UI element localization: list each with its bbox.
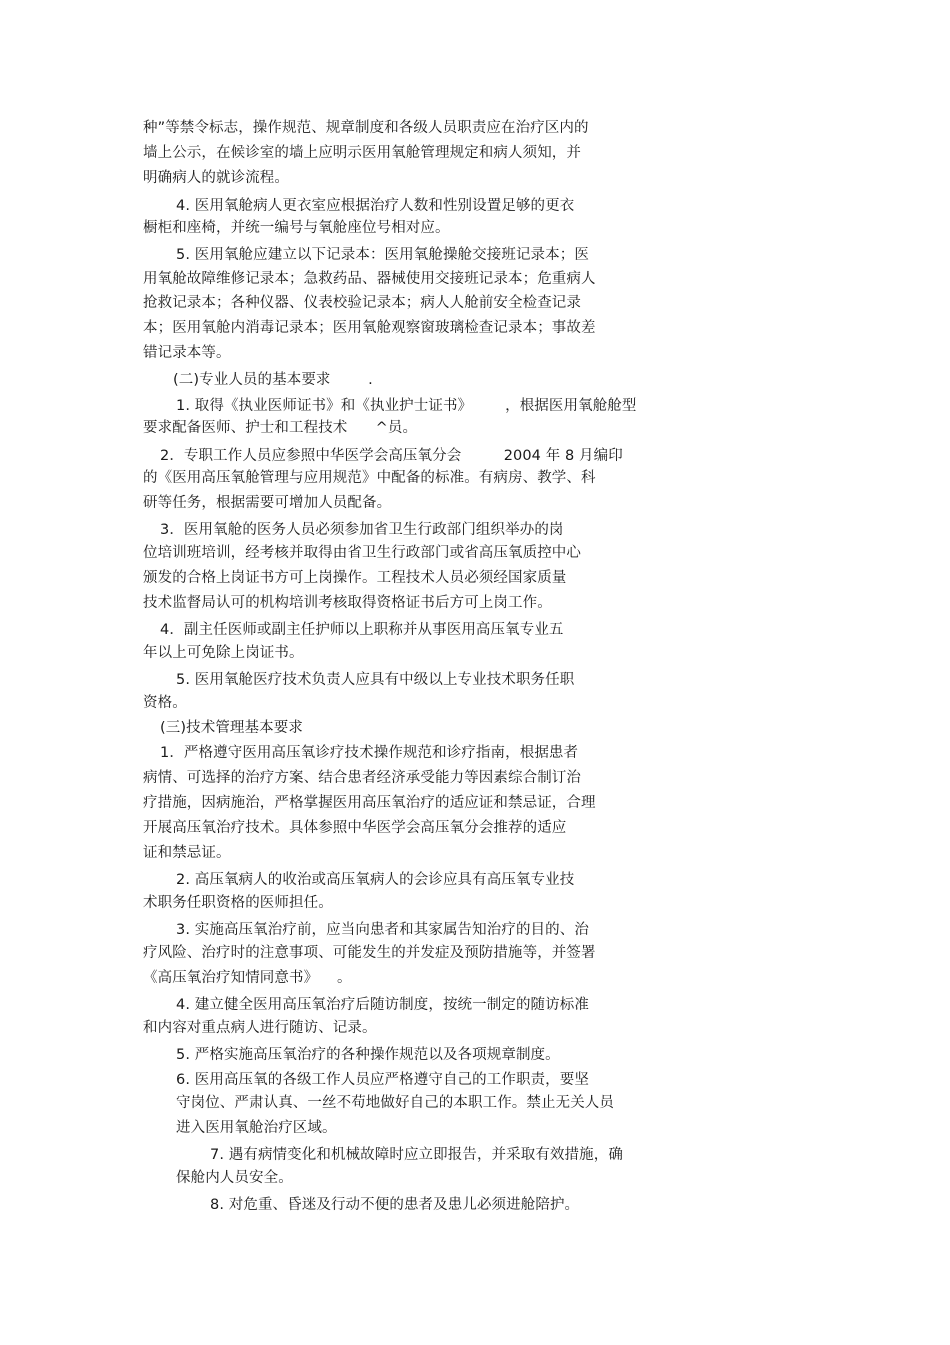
text-line: 疗措施，因病施治，严格掌握医用高压氧治疗的适应证和禁忌证，合理 — [143, 795, 596, 811]
text-line: 抢救记录本；各种仪器、仪表校验记录本；病人人舱前安全检查记录 — [143, 295, 581, 311]
text-line: 本；医用氧舱内消毒记录本；医用氧舱观察窗玻璃检查记录本；事故差 — [143, 320, 596, 336]
text-line: 种”等禁令标志，操作规范、规章制度和各级人员职责应在治疗区内的 — [143, 120, 589, 136]
text-line: 和内容对重点病人进行随访、记录。 — [143, 1020, 377, 1036]
text-line: 开展高压氧治疗技术。具体参照中华医学会高压氧分会推荐的适应 — [143, 820, 567, 836]
text-line: 颁发的合格上岗证书方可上岗操作。工程技术人员必须经国家质量 — [143, 570, 567, 586]
text-line: 的《医用高压氧舱管理与应用规范》中配备的标准。有病房、教学、科 — [143, 470, 596, 486]
text-line: 3．医用氧舱的医务人员必须参加省卫生行政部门组织举办的岗 — [160, 522, 564, 538]
text-line: 术职务任职资格的医师担任。 — [143, 895, 333, 911]
text-line: 墙上公示，在候诊室的墙上应明示医用氧舱管理规定和病人须知，并 — [143, 145, 581, 161]
text-line: 病情、可选择的治疗方案、结合患者经济承受能力等因素综合制订治 — [143, 770, 581, 786]
text-line: 7. 遇有病情变化和机械故障时应立即报告，并采取有效措施，确 — [210, 1147, 623, 1163]
text-line: 橱柜和座椅，并统一编号与氧舱座位号相对应。 — [143, 220, 450, 236]
text-line: 3. 实施高压氧治疗前，应当向患者和其家属告知治疗的目的、治 — [176, 922, 589, 938]
text-line: 4. 建立健全医用高压氧治疗后随访制度，按统一制定的随访标准 — [176, 997, 589, 1013]
text-line: 4. 医用氧舱病人更衣室应根据治疗人数和性别设置足够的更衣 — [176, 198, 575, 214]
text-line: 疗风险、治疗时的注意事项、可能发生的并发症及预防措施等，并签署 — [143, 945, 596, 961]
text-line: 年以上可免除上岗证书。 — [143, 645, 304, 661]
section-heading: (二)专业人员的基本要求 . — [173, 372, 373, 388]
section-heading: (三)技术管理基本要求 — [160, 720, 303, 736]
text-line: 5. 医用氧舱应建立以下记录本：医用氧舱操舱交接班记录本；医 — [176, 247, 589, 263]
text-line: 2. 高压氧病人的收治或高压氧病人的会诊应具有高压氧专业技 — [176, 872, 575, 888]
text-line: 8. 对危重、昏迷及行动不便的患者及患儿必须进舱陪护。 — [210, 1197, 580, 1213]
text-line: 守岗位、严肃认真、一丝不苟地做好自己的本职工作。禁止无关人员 — [176, 1095, 614, 1111]
text-line: 1．严格遵守医用高压氧诊疗技术操作规范和诊疗指南，根据患者 — [160, 745, 579, 761]
text-line: 6. 医用高压氧的各级工作人员应严格遵守自己的工作职责，要坚 — [176, 1072, 589, 1088]
text-line: 研等任务，根据需要可增加人员配备。 — [143, 495, 392, 511]
text-line: 进入医用氧舱治疗区域。 — [176, 1120, 337, 1136]
text-line: 错记录本等。 — [143, 345, 231, 361]
text-line: 《高压氧治疗知情同意书》 。 — [143, 970, 352, 986]
text-line: 资格。 — [143, 695, 187, 711]
text-line: 5. 严格实施高压氧治疗的各种操作规范以及各项规章制度。 — [176, 1047, 560, 1063]
text-line: 技术监督局认可的机构培训考核取得资格证书后方可上岗工作。 — [143, 595, 552, 611]
text-line: 5. 医用氧舱医疗技术负责人应具有中级以上专业技术职务任职 — [176, 672, 575, 688]
text-line: 证和禁忌证。 — [143, 845, 231, 861]
text-line: 2．专职工作人员应参照中华医学会高压氧分会 2004 年 8 月编印 — [160, 448, 623, 464]
text-line: 4．副主任医师或副主任护师以上职称并从事医用高压氧专业五 — [160, 622, 564, 638]
text-line: 用氧舱故障维修记录本；急救药品、器械使用交接班记录本；危重病人 — [143, 271, 596, 287]
text-line: 1. 取得《执业医师证书》和《执业护士证书》 ，根据医用氧舱舱型 — [176, 398, 637, 414]
text-line: 位培训班培训，经考核并取得由省卫生行政部门或省高压氧质控中心 — [143, 545, 581, 561]
text-line: 保舱内人员安全。 — [176, 1170, 293, 1186]
text-line: 明确病人的就诊流程。 — [143, 170, 289, 186]
text-line: 要求配备医师、护士和工程技术 ^员。 — [143, 420, 418, 436]
